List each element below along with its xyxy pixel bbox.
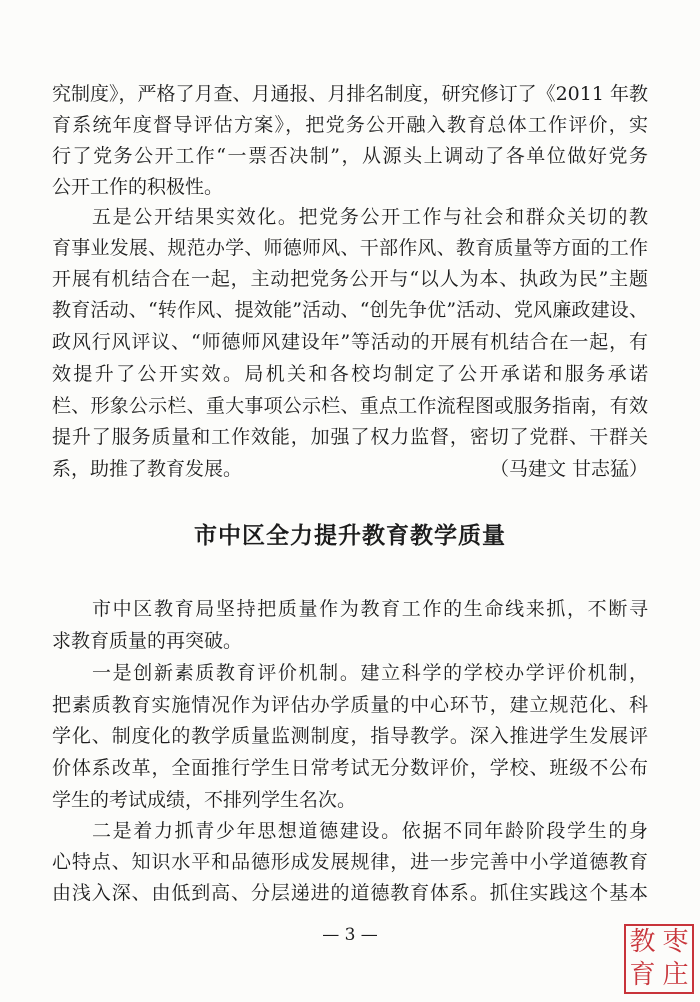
text-line: 效提升了公开实效。局机关和各校均制定了公开承诺和服务承诺: [52, 363, 648, 385]
text-line: 五是公开结果实效化。把党务公开工作与社会和群众关切的教: [92, 206, 648, 228]
text-line: 把素质教育实施情况作为评估办学质量的中心环节，建立规范化、科: [52, 694, 648, 716]
text-line: 究制度》，严格了月查、月通报、月排名制度，研究修订了《2011 年教: [52, 83, 648, 105]
stamp-character: 庄: [662, 960, 689, 990]
author-attribution: （马建文 甘志猛）: [489, 458, 648, 480]
text-line: 政风行风评议、“师德师风建设年”等活动的开展有机结合在一起，有: [52, 331, 648, 353]
stamp-character: 枣: [662, 927, 689, 957]
text-line: 栏、形象公示栏、重大事项公示栏、重点工作流程图或服务指南，有效: [52, 395, 648, 417]
text-line: 心特点、知识水平和品德形成发展规律，进一步完善中小学道德教育: [52, 851, 648, 873]
text-line: 学生的考试成绩，不排列学生名次。: [52, 789, 357, 811]
text-line: 系，助推了教育发展。: [52, 458, 243, 480]
text-line: 一是创新素质教育评价机制。建立科学的学校办学评价机制，: [92, 662, 648, 684]
text-line: 公开工作的积极性。: [52, 176, 224, 198]
text-line: 开展有机结合在一起，主动把党务公开与“以人为本、执政为民”主题: [52, 268, 648, 290]
text-line: 育事业发展、规范办学、师德师风、干部作风、教育质量等方面的工作: [52, 237, 648, 259]
text-line: 求教育质量的再突破。: [52, 630, 243, 652]
stamp-character: 教: [629, 927, 656, 957]
seal-stamp-logo: [624, 924, 694, 994]
text-line: 行了党务公开工作“一票否决制”，从源头上调动了各单位做好党务: [52, 145, 648, 167]
text-line: 学化、制度化的教学质量监测制度，指导教学。深入推进学生发展评: [52, 725, 648, 747]
text-line: 育系统年度督导评估方案》，把党务公开融入教育总体工作评价，实: [52, 114, 648, 136]
text-line: 提升了服务质量和工作效能，加强了权力监督，密切了党群、干群关: [52, 426, 648, 448]
text-line: 二是着力抓青少年思想道德建设。依据不同年龄阶段学生的身: [92, 820, 648, 842]
text-line: 价体系改革，全面推行学生日常考试无分数评价，学校、班级不公布: [52, 757, 648, 779]
article-title: 市中区全力提升教育教学质量: [194, 523, 506, 549]
text-line: 市中区教育局坚持把质量作为教育工作的生命线来抓，不断寻: [92, 598, 648, 620]
text-line: 教育活动、“转作风、提效能”活动、“创先争优”活动、党风廉政建设、: [52, 299, 648, 321]
page-number: — 3 —: [322, 925, 378, 945]
stamp-character: 育: [629, 960, 656, 990]
text-line: 由浅入深、由低到高、分层递进的道德教育体系。抓住实践这个基本: [52, 882, 648, 904]
